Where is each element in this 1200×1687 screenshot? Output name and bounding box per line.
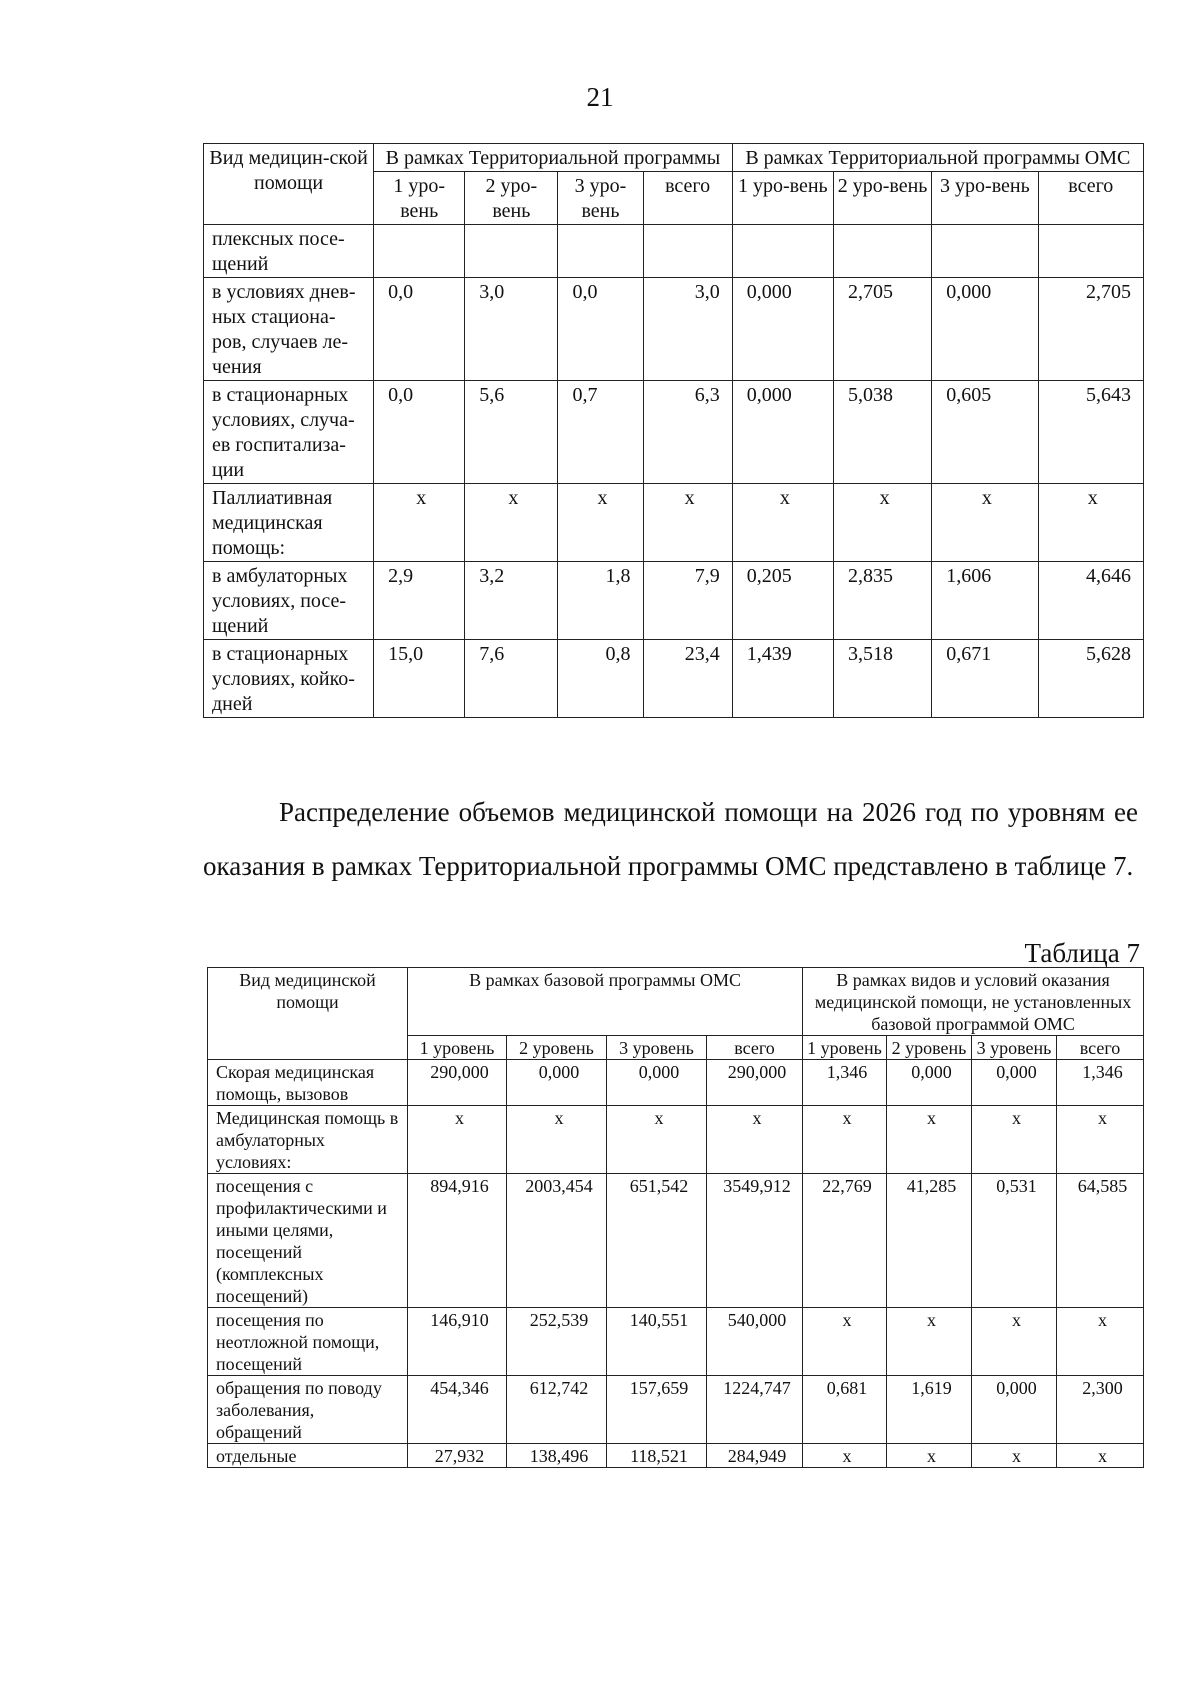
cell: 0,671 — [932, 640, 1038, 718]
cell: 0,000 — [972, 1376, 1057, 1444]
table-row — [204, 562, 1144, 640]
cell: 290,000 — [707, 1060, 803, 1106]
table7-level-header: 2 уровень — [887, 1036, 972, 1060]
cell: 651,542 — [607, 1174, 707, 1308]
cell: 1,8 — [558, 562, 643, 640]
table6-level-header: 1 уро-вень — [374, 172, 465, 225]
row-label: обращения по поводу заболевания, обращений — [208, 1376, 408, 1444]
cell: 0,681 — [803, 1376, 887, 1444]
table6-level-header: 3 уро-вень — [558, 172, 643, 225]
cell: х — [887, 1106, 972, 1174]
cell: 5,643 — [1038, 381, 1143, 484]
table-row — [204, 278, 1144, 381]
table-row — [204, 225, 1144, 278]
cell: 0,0 — [558, 278, 643, 381]
cell: 5,628 — [1038, 640, 1143, 718]
table-row — [204, 381, 1144, 484]
row-label: отдельные — [208, 1444, 408, 1468]
cell: 0,7 — [558, 381, 643, 484]
cell: 0,0 — [374, 278, 465, 381]
cell: 140,551 — [607, 1308, 707, 1376]
cell: х — [732, 484, 833, 562]
cell: 3,0 — [465, 278, 558, 381]
table7-group-header: В рамках видов и условий оказания медицинской помощи, не установленных базовой программой ОМС — [803, 968, 1144, 1036]
table7-group-header: В рамках базовой программы ОМС — [408, 968, 803, 1036]
cell: х — [803, 1444, 887, 1468]
row-label: Скорая медицинская помощь, вызовов — [208, 1060, 408, 1106]
cell: 27,932 — [408, 1444, 507, 1468]
cell: 0,000 — [607, 1060, 707, 1106]
cell — [374, 225, 465, 278]
cell: х — [833, 484, 931, 562]
cell: 6,3 — [643, 381, 732, 484]
table-caption: Таблица 7 — [1024, 938, 1140, 968]
cell: х — [707, 1106, 803, 1174]
cell: х — [803, 1106, 887, 1174]
cell: 1,346 — [1057, 1060, 1144, 1106]
cell: 2,835 — [833, 562, 931, 640]
cell: 0,605 — [932, 381, 1038, 484]
table-6 — [203, 143, 1144, 718]
cell: 7,6 — [465, 640, 558, 718]
cell — [558, 225, 643, 278]
table7-level-header: 1 уровень — [803, 1036, 887, 1060]
cell: 3,0 — [643, 278, 732, 381]
table-row — [208, 1106, 1144, 1174]
cell: 138,496 — [507, 1444, 607, 1468]
cell: 894,916 — [408, 1174, 507, 1308]
table7-level-header: 3 уровень — [607, 1036, 707, 1060]
cell: 3,518 — [833, 640, 931, 718]
table6-level-header: всего — [643, 172, 732, 225]
cell: 0,000 — [887, 1060, 972, 1106]
cell: х — [887, 1308, 972, 1376]
cell: 7,9 — [643, 562, 732, 640]
cell: х — [465, 484, 558, 562]
cell: х — [374, 484, 465, 562]
cell: 118,521 — [607, 1444, 707, 1468]
cell: 5,038 — [833, 381, 931, 484]
table6-group-header: В рамках Территориальной программы — [374, 144, 733, 172]
cell: х — [972, 1308, 1057, 1376]
row-label: в стационарных условиях, койко-дней — [204, 640, 374, 718]
table-row — [208, 1060, 1144, 1106]
table7-level-header: 2 уровень — [507, 1036, 607, 1060]
cell: 146,910 — [408, 1308, 507, 1376]
cell — [932, 225, 1038, 278]
cell: 612,742 — [507, 1376, 607, 1444]
cell: 284,949 — [707, 1444, 803, 1468]
table-row — [208, 1308, 1144, 1376]
row-label: в амбулаторных условиях, посе-щений — [204, 562, 374, 640]
cell: 290,000 — [408, 1060, 507, 1106]
table6-header-row — [204, 144, 1144, 172]
cell: 0,000 — [732, 381, 833, 484]
table6-col-header: Вид медицин-ской помощи — [204, 144, 374, 225]
cell: 5,6 — [465, 381, 558, 484]
table6-level-header: 1 уро-вень — [732, 172, 833, 225]
table7-level-header: 3 уровень — [972, 1036, 1057, 1060]
cell: 1224,747 — [707, 1376, 803, 1444]
cell: 22,769 — [803, 1174, 887, 1308]
cell: 0,000 — [732, 278, 833, 381]
table7-header-row — [208, 968, 1144, 1036]
cell — [732, 225, 833, 278]
cell: 2,300 — [1057, 1376, 1144, 1444]
row-label: Медицинская помощь в амбулаторных условиях: — [208, 1106, 408, 1174]
cell — [643, 225, 732, 278]
cell: 0,0 — [374, 381, 465, 484]
row-label: Паллиативная медицинская помощь: — [204, 484, 374, 562]
cell: х — [1057, 1444, 1144, 1468]
cell: 2,705 — [833, 278, 931, 381]
cell: 0,000 — [932, 278, 1038, 381]
table-7 — [207, 967, 1144, 1468]
cell: 3,2 — [465, 562, 558, 640]
cell: 0,000 — [972, 1060, 1057, 1106]
row-label: плексных посе-щений — [204, 225, 374, 278]
cell: х — [803, 1308, 887, 1376]
cell: х — [972, 1106, 1057, 1174]
cell: 1,606 — [932, 562, 1038, 640]
table6-level-header: 2 уро-вень — [465, 172, 558, 225]
body-paragraph: Распределение объемов медицинской помощи на 2026 год по уровням ее оказания в рамках Территориальной программы ОМС представлено в таблице 7. — [203, 797, 1138, 881]
table-row — [208, 1174, 1144, 1308]
table6-group-header: В рамках Территориальной программы ОМС — [732, 144, 1143, 172]
table7-level-header: 1 уровень — [408, 1036, 507, 1060]
cell: 0,000 — [507, 1060, 607, 1106]
cell: 252,539 — [507, 1308, 607, 1376]
cell: 1,439 — [732, 640, 833, 718]
cell: х — [1057, 1106, 1144, 1174]
table-row — [208, 1444, 1144, 1468]
cell: х — [607, 1106, 707, 1174]
cell: х — [887, 1444, 972, 1468]
table6-level-header: 3 уро-вень — [932, 172, 1038, 225]
row-label: посещения с профилактическими и иными целями, посещений (комплексных посещений) — [208, 1174, 408, 1308]
cell: х — [558, 484, 643, 562]
cell: 41,285 — [887, 1174, 972, 1308]
cell: 2,9 — [374, 562, 465, 640]
cell: х — [507, 1106, 607, 1174]
cell: 3549,912 — [707, 1174, 803, 1308]
cell: 1,619 — [887, 1376, 972, 1444]
cell: х — [1057, 1308, 1144, 1376]
cell — [1038, 225, 1143, 278]
row-label: посещения по неотложной помощи, посещений — [208, 1308, 408, 1376]
cell: х — [1038, 484, 1143, 562]
cell — [465, 225, 558, 278]
table7-level-header: всего — [707, 1036, 803, 1060]
cell: 23,4 — [643, 640, 732, 718]
cell: 1,346 — [803, 1060, 887, 1106]
row-label: в условиях днев-ных стациона-ров, случаев ле-чения — [204, 278, 374, 381]
table7-col-header: Вид медицинской помощи — [208, 968, 408, 1060]
table-row — [204, 640, 1144, 718]
page-number: 21 — [586, 82, 614, 112]
cell: 454,346 — [408, 1376, 507, 1444]
table7-level-header: всего — [1057, 1036, 1144, 1060]
table6-level-header: всего — [1038, 172, 1143, 225]
cell: х — [643, 484, 732, 562]
cell: х — [972, 1444, 1057, 1468]
cell: 2,705 — [1038, 278, 1143, 381]
cell: 540,000 — [707, 1308, 803, 1376]
cell: 2003,454 — [507, 1174, 607, 1308]
cell: 15,0 — [374, 640, 465, 718]
cell: 0,8 — [558, 640, 643, 718]
cell: 4,646 — [1038, 562, 1143, 640]
cell: х — [932, 484, 1038, 562]
row-label: в стационарных условиях, случа-ев госпитализа-ции — [204, 381, 374, 484]
cell: 0,531 — [972, 1174, 1057, 1308]
cell: 64,585 — [1057, 1174, 1144, 1308]
cell: х — [408, 1106, 507, 1174]
table-row — [208, 1376, 1144, 1444]
cell: 0,205 — [732, 562, 833, 640]
cell: 157,659 — [607, 1376, 707, 1444]
table-row — [204, 484, 1144, 562]
table6-level-header: 2 уро-вень — [833, 172, 931, 225]
cell — [833, 225, 931, 278]
